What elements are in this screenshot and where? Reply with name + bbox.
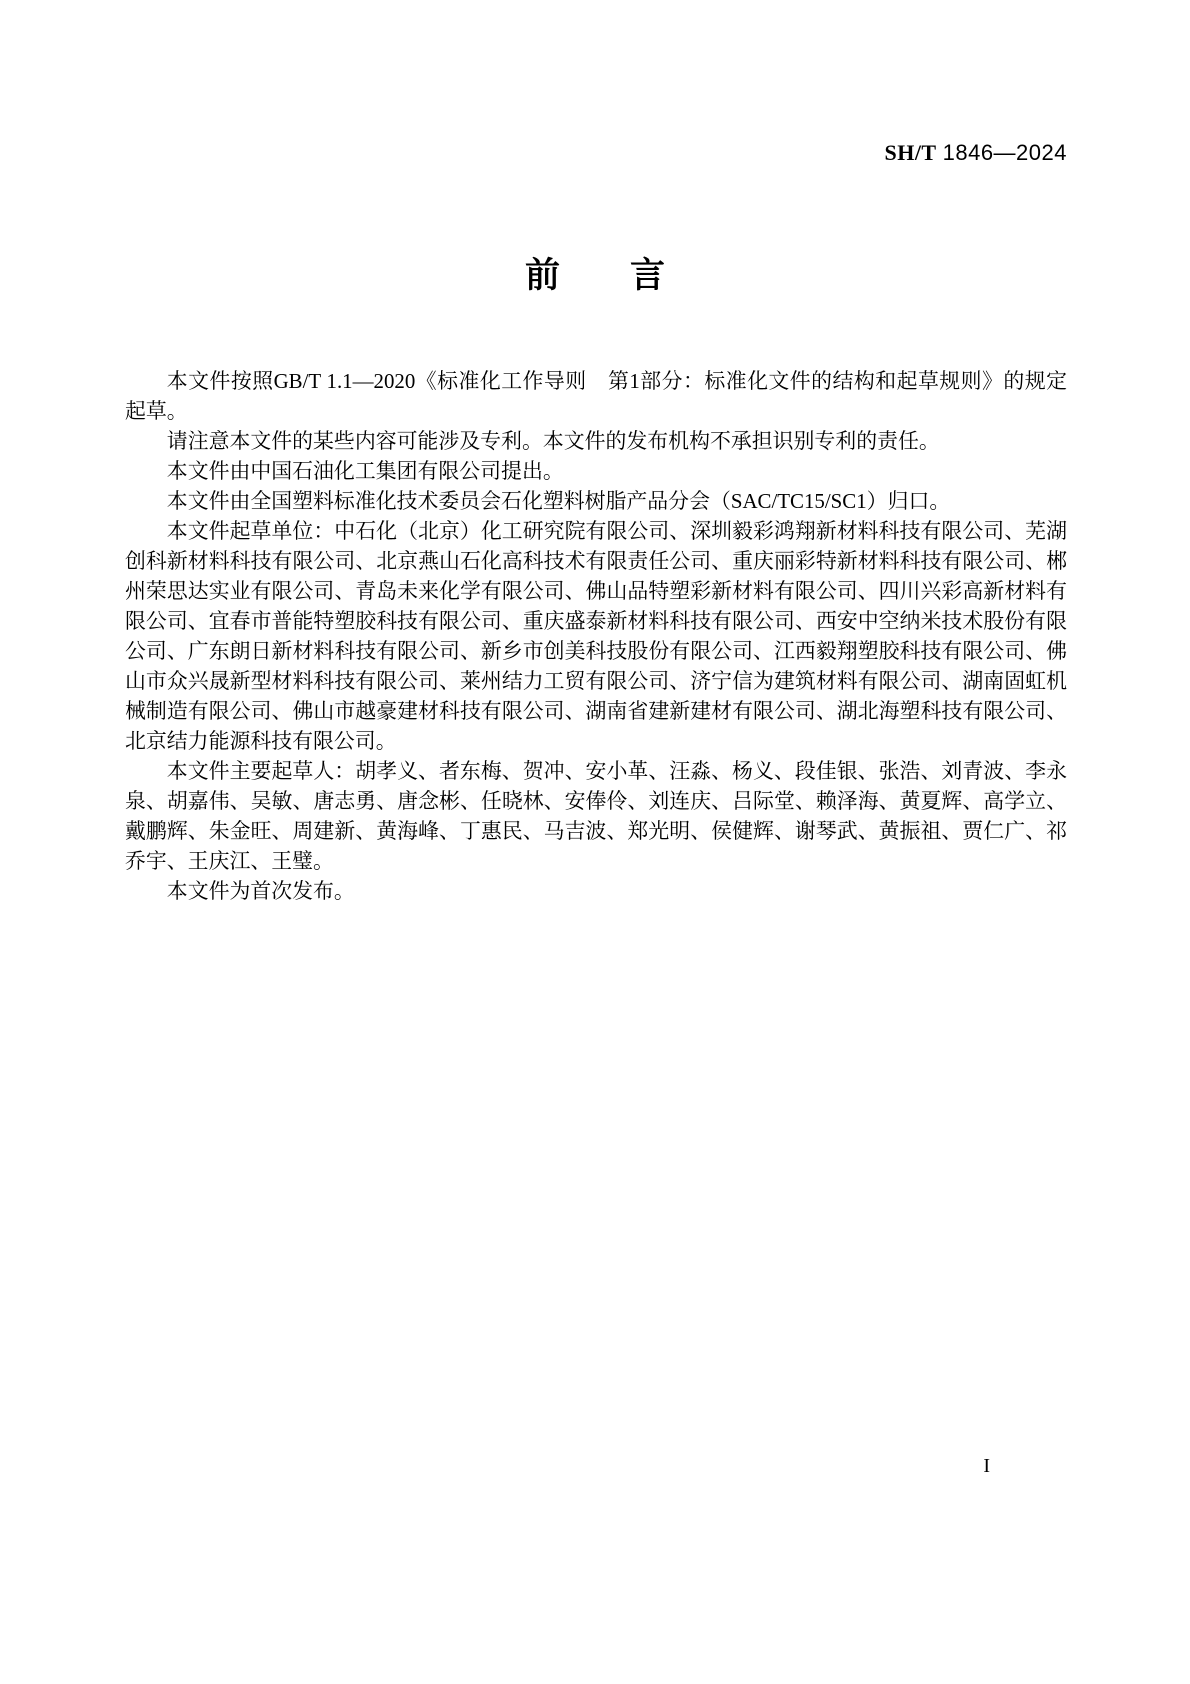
standard-code — [884, 140, 1067, 166]
foreword-title: 前 言 — [524, 256, 665, 295]
standard-code-prefix: SH/T — [884, 140, 937, 165]
page-number: I — [983, 1455, 990, 1477]
paragraph-centralized-by: 本文件由全国塑料标准化技术委员会石化塑料树脂产品分会（SAC/TC15/SC1）归口。 — [166, 489, 951, 513]
foreword-body — [125, 366, 1067, 906]
paragraph-patent-notice: 请注意本文件的某些内容可能涉及专利。本文件的发布机构不承担识别专利的责任。 — [166, 429, 940, 453]
paragraph-proposer: 本文件由中国石油化工集团有限公司提出。 — [166, 459, 564, 483]
paragraph-first-issue: 本文件为首次发布。 — [166, 879, 355, 903]
paragraph-drafting-organizations: 本文件起草单位：中石化（北京）化工研究院有限公司、深圳毅彩鸿翔新材料科技有限公司、芜湖创科新材料科技有限公司、北京燕山石化高科技术有限责任公司、重庆丽彩特新材料科技有限公司、郴州荣思达实业有限公司、青岛未来化学有限公司、佛山品特塑彩新材料有限公司、四川兴彩高新材料有限公司、宜春市普能特塑胶科技有限公司、重庆盛泰新材料科技有限公司、西安中空纳米技术股份有限公司、广东朗日新材料科技有限公司、新乡市创美科技股份有限公司、江西毅翔塑胶科技有限公司、佛山市众兴晟新型材料科技有限公司、莱州结力工贸有限公司、济宁信为建筑材料有限公司、湖南固虹机械制造有限公司、佛山市越豪建材科技有限公司、湖南省建新建材有限公司、湖北海塑科技有限公司、北京结力能源科技有限公司。 — [125, 519, 1067, 753]
paragraph-drafting-basis: 本文件按照GB/T 1.1—2020《标准化工作导则 第1部分：标准化文件的结构和起草规则》的规定起草。 — [125, 369, 1067, 423]
paragraph-main-drafters: 本文件主要起草人：胡孝义、者东梅、贺冲、安小革、汪淼、杨义、段佳银、张浩、刘青波、李永泉、胡嘉伟、吴敏、唐志勇、唐念彬、任晓林、安俸伶、刘连庆、吕际堂、赖泽海、黄夏辉、高学立、戴鹏辉、朱金旺、周建新、黄海峰、丁惠民、马吉波、郑光明、侯健辉、谢琴武、黄振祖、贾仁广、祁乔宇、王庆江、王璧。 — [125, 759, 1067, 873]
standard-code-number: 1846—2024 — [942, 140, 1067, 165]
